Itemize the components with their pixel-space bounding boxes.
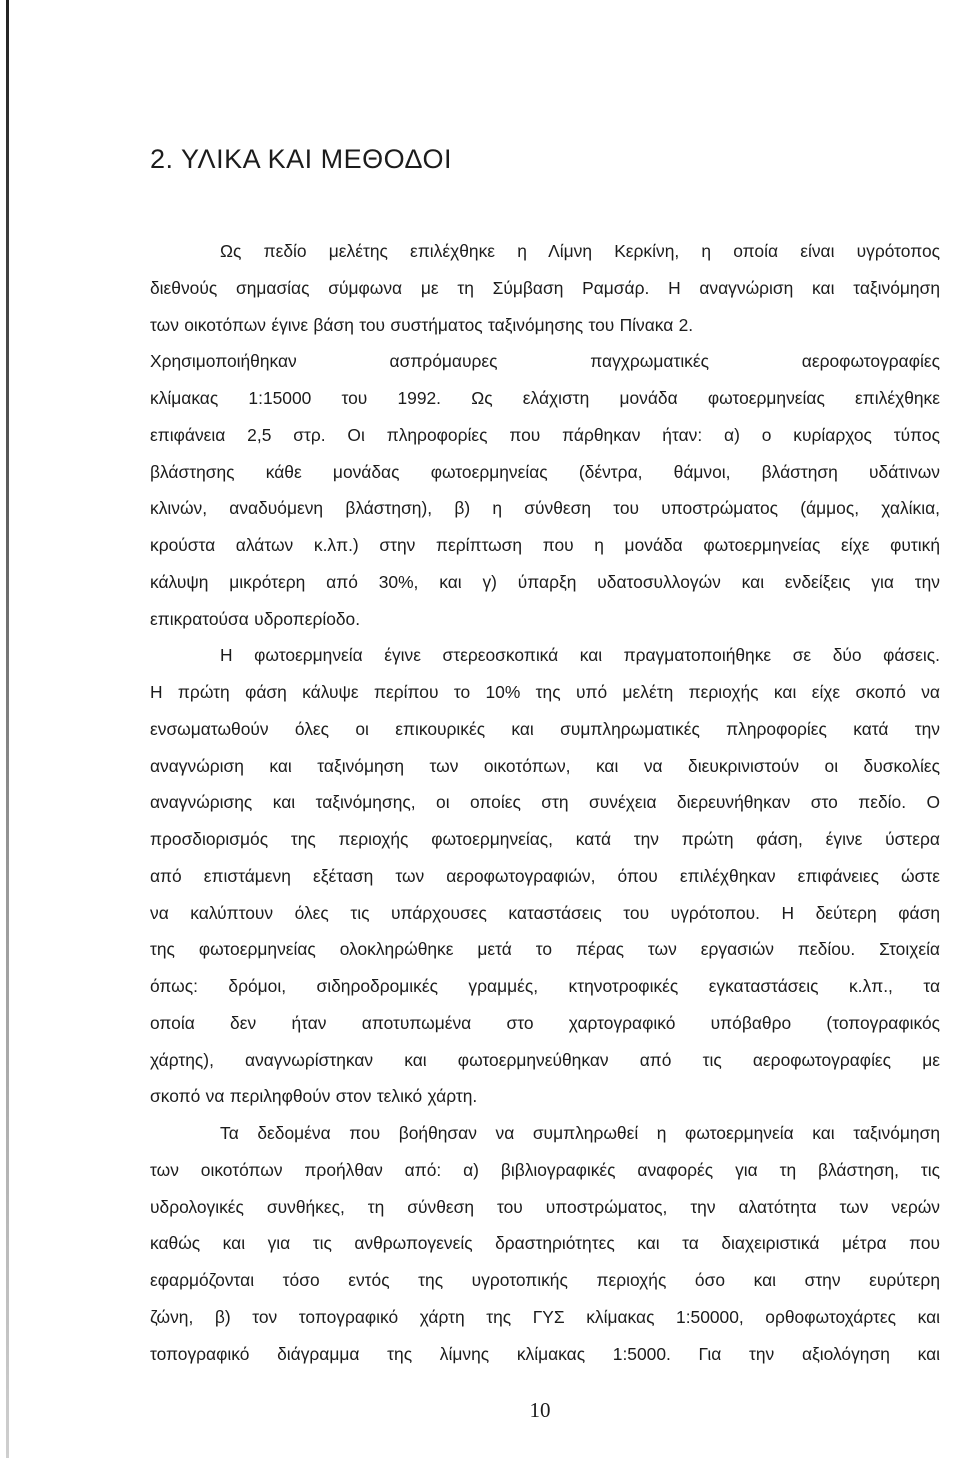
text-line: βλάστησης κάθε μονάδας φωτοερμηνείας (δέντρα, θάμνοι, βλάστηση υδάτινων: [150, 461, 940, 482]
text-line: Η πρώτη φάση κάλυψε περίπου το 10% της υπό μελέτη περιοχής και είχε σκοπό να: [150, 682, 940, 702]
text-line: κλινών, αναδυόμενη βλάστηση), β) η σύνθεση του υποστρώματος (άμμος, χαλίκια,: [150, 498, 940, 519]
text-line: κλίμακας 1:15000 του 1992. Ως ελάχιστη μονάδα φωτοερμηνείας επιλέχθηκε: [150, 388, 940, 408]
text-line: υδρολογικές συνθήκες, τη σύνθεση του υποστρώματος, την αλατότητα των νερών: [150, 1196, 940, 1217]
text-line: κρούστα αλάτων κ.λπ.) στην περίπτωση που η μονάδα φωτοερμηνείας είχε φυτική: [150, 535, 940, 555]
text-line: των οικοτόπων προήλθαν από: α) βιβλιογραφικές αναφορές για τη βλάστηση, τις: [150, 1159, 940, 1180]
body-text: [150, 233, 940, 1372]
text-line: ενσωματωθούν όλες οι επικουρικές και συμπληρωματικές πληροφορίες κατά την: [150, 718, 940, 739]
text-line: σκοπό να περιληφθούν στον τελικό χάρτη.: [150, 1086, 478, 1107]
text-line: κάλυψη μικρότερη από 30%, και γ) ύπαρξη υδατοσυλλογών και ενδείξεις για την: [150, 571, 940, 592]
text-line: διεθνούς σημασίας σύμφωνα με τη Σύμβαση Ραμσάρ. Η αναγνώριση και ταξινόμηση: [150, 277, 940, 298]
text-line: οποία δεν ήταν αποτυπωμένα στο χαρτογραφικό υπόβαθρο (τοπογραφικός: [150, 1012, 940, 1033]
text-line: χάρτης), αναγνωρίστηκαν και φωτοερμηνεύθηκαν από τις αεροφωτογραφίες με: [150, 1049, 940, 1070]
text-line: της φωτοερμηνείας ολοκληρώθηκε μετά το πέρας των εργασιών πεδίου. Στοιχεία: [150, 939, 940, 960]
text-line: να καλύπτουν όλες τις υπάρχουσες καταστάσεις του υγρότοπου. Η δεύτερη φάση: [150, 902, 940, 923]
text-line: προσδιορισμός της περιοχής φωτοερμηνείας, κατά την πρώτη φάση, έγινε ύστερα: [150, 829, 940, 849]
text-line: Χρησιμοποιήθηκαν ασπρόμαυρες παγχρωματικές αεροφωτογραφίες: [150, 351, 940, 372]
text-line: Ως πεδίο μελέτης επιλέχθηκε η Λίμνη Κερκίνη, η οποία είναι υγρότοπος: [220, 241, 940, 261]
text-line: των οικοτόπων έγινε βάση του συστήματος ταξινόμησης του Πίνακα 2.: [150, 314, 694, 335]
text-line: από επιστάμενη εξέταση των αεροφωτογραφιών, όπου επιλέχθηκαν επιφάνειες ώστε: [150, 865, 940, 886]
text-line: όπως: δρόμοι, σιδηροδρομικές γραμμές, κτηνοτροφικές εγκαταστάσεις κ.λπ., τα: [150, 976, 940, 996]
text-line: ζώνη, β) τον τοπογραφικό χάρτη της ΓΥΣ κλίμακας 1:50000, ορθοφωτοχάρτες και: [150, 1306, 940, 1327]
text-line: επιφάνεια 2,5 στρ. Οι πληροφορίες που πάρθηκαν ήταν: α) ο κυρίαρχος τύπος: [150, 424, 940, 445]
section-heading: 2. ΥΛΙΚΑ ΚΑΙ ΜΕΘΟΔΟΙ: [150, 144, 453, 174]
text-line: επικρατούσα υδροπερίοδο.: [150, 608, 361, 629]
text-line: αναγνώριση και ταξινόμηση των οικοτόπων, και να διευκρινιστούν οι δυσκολίες: [150, 755, 940, 776]
page-number: 10: [529, 1398, 551, 1422]
text-line: αναγνώρισης και ταξινόμησης, οι οποίες στη συνέχεια διερευνήθηκαν στο πεδίο. Ο: [150, 792, 940, 813]
text-line: Τα δεδομένα που βοήθησαν να συμπληρωθεί η φωτοερμηνεία και ταξινόμηση: [220, 1123, 940, 1143]
text-line: εφαρμόζονται τόσο εντός της υγροτοπικής περιοχής όσο και στην ευρύτερη: [150, 1270, 940, 1290]
text-line: καθώς και για τις ανθρωπογενείς δραστηριότητες και τα διαχειριστικά μέτρα που: [150, 1233, 940, 1254]
scan-edge-shadow: [6, 0, 9, 1458]
text-line: Η φωτοερμηνεία έγινε στερεοσκοπικά και πραγματοποιήθηκε σε δύο φάσεις.: [220, 645, 940, 666]
text-line: τοπογραφικό διάγραμμα της λίμνης κλίμακας 1:5000. Για την αξιολόγηση και: [150, 1343, 940, 1364]
